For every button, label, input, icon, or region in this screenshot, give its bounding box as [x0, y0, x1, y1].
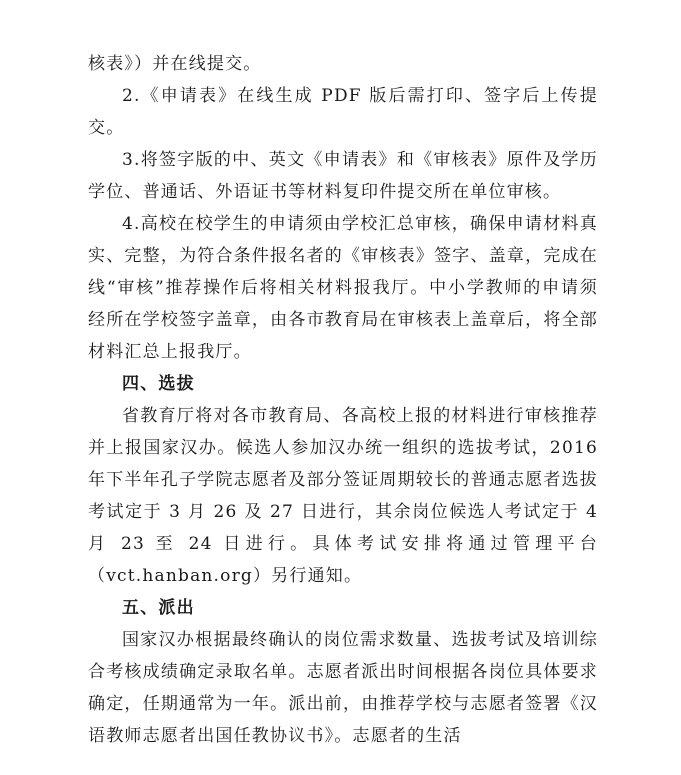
paragraph-continuation: 核表》）并在线提交。: [88, 54, 262, 74]
section-heading-dispatch: 五、派出: [122, 598, 195, 618]
paragraph-dispatch: 国家汉办根据最终确认的岗位需求数量、选拔考试及培训综合考核成绩确定录取名单。志愿者派出时间根据各岗位具体要求确定，任期通常为一年。派出前，由推荐学校与志愿者签署《汉语教师志愿者出国任教协议书》。志愿者的生活: [88, 630, 598, 746]
paragraph-item-3: 3.将签字版的中、英文《申请表》和《审核表》原件及学历学位、普通话、外语证书等材料复印件提交所在单位审核。: [88, 150, 598, 202]
section-heading-selection: 四、选拔: [122, 374, 195, 394]
paragraph-selection: 省教育厅将对各市教育局、各高校上报的材料进行审核推荐并上报国家汉办。候选人参加汉办统一组织的选拔考试，2016 年下半年孔子学院志愿者及部分签证周期较长的普通志愿者选拔考试定于 3 月 26 及 27 日进行，其余岗位候选人考试定于 4 月 23 至 24 日进行。具体考试安排将通过管理平台（vct.hanban.org）另行通知。: [88, 406, 598, 586]
paragraph-item-2: 2.《申请表》在线生成 PDF 版后需打印、签字后上传提交。: [88, 86, 598, 138]
paragraph-item-4: 4.高校在校学生的申请须由学校汇总审核，确保申请材料真实、完整，为符合条件报名者的《审核表》签字、盖章，完成在线“审核”推荐操作后将相关材料报我厅。中小学教师的申请须经所在学校签字盖章，由各市教育局在审核表上盖章后，将全部材料汇总上报我厅。: [88, 214, 598, 362]
document-page: [88, 0, 598, 752]
